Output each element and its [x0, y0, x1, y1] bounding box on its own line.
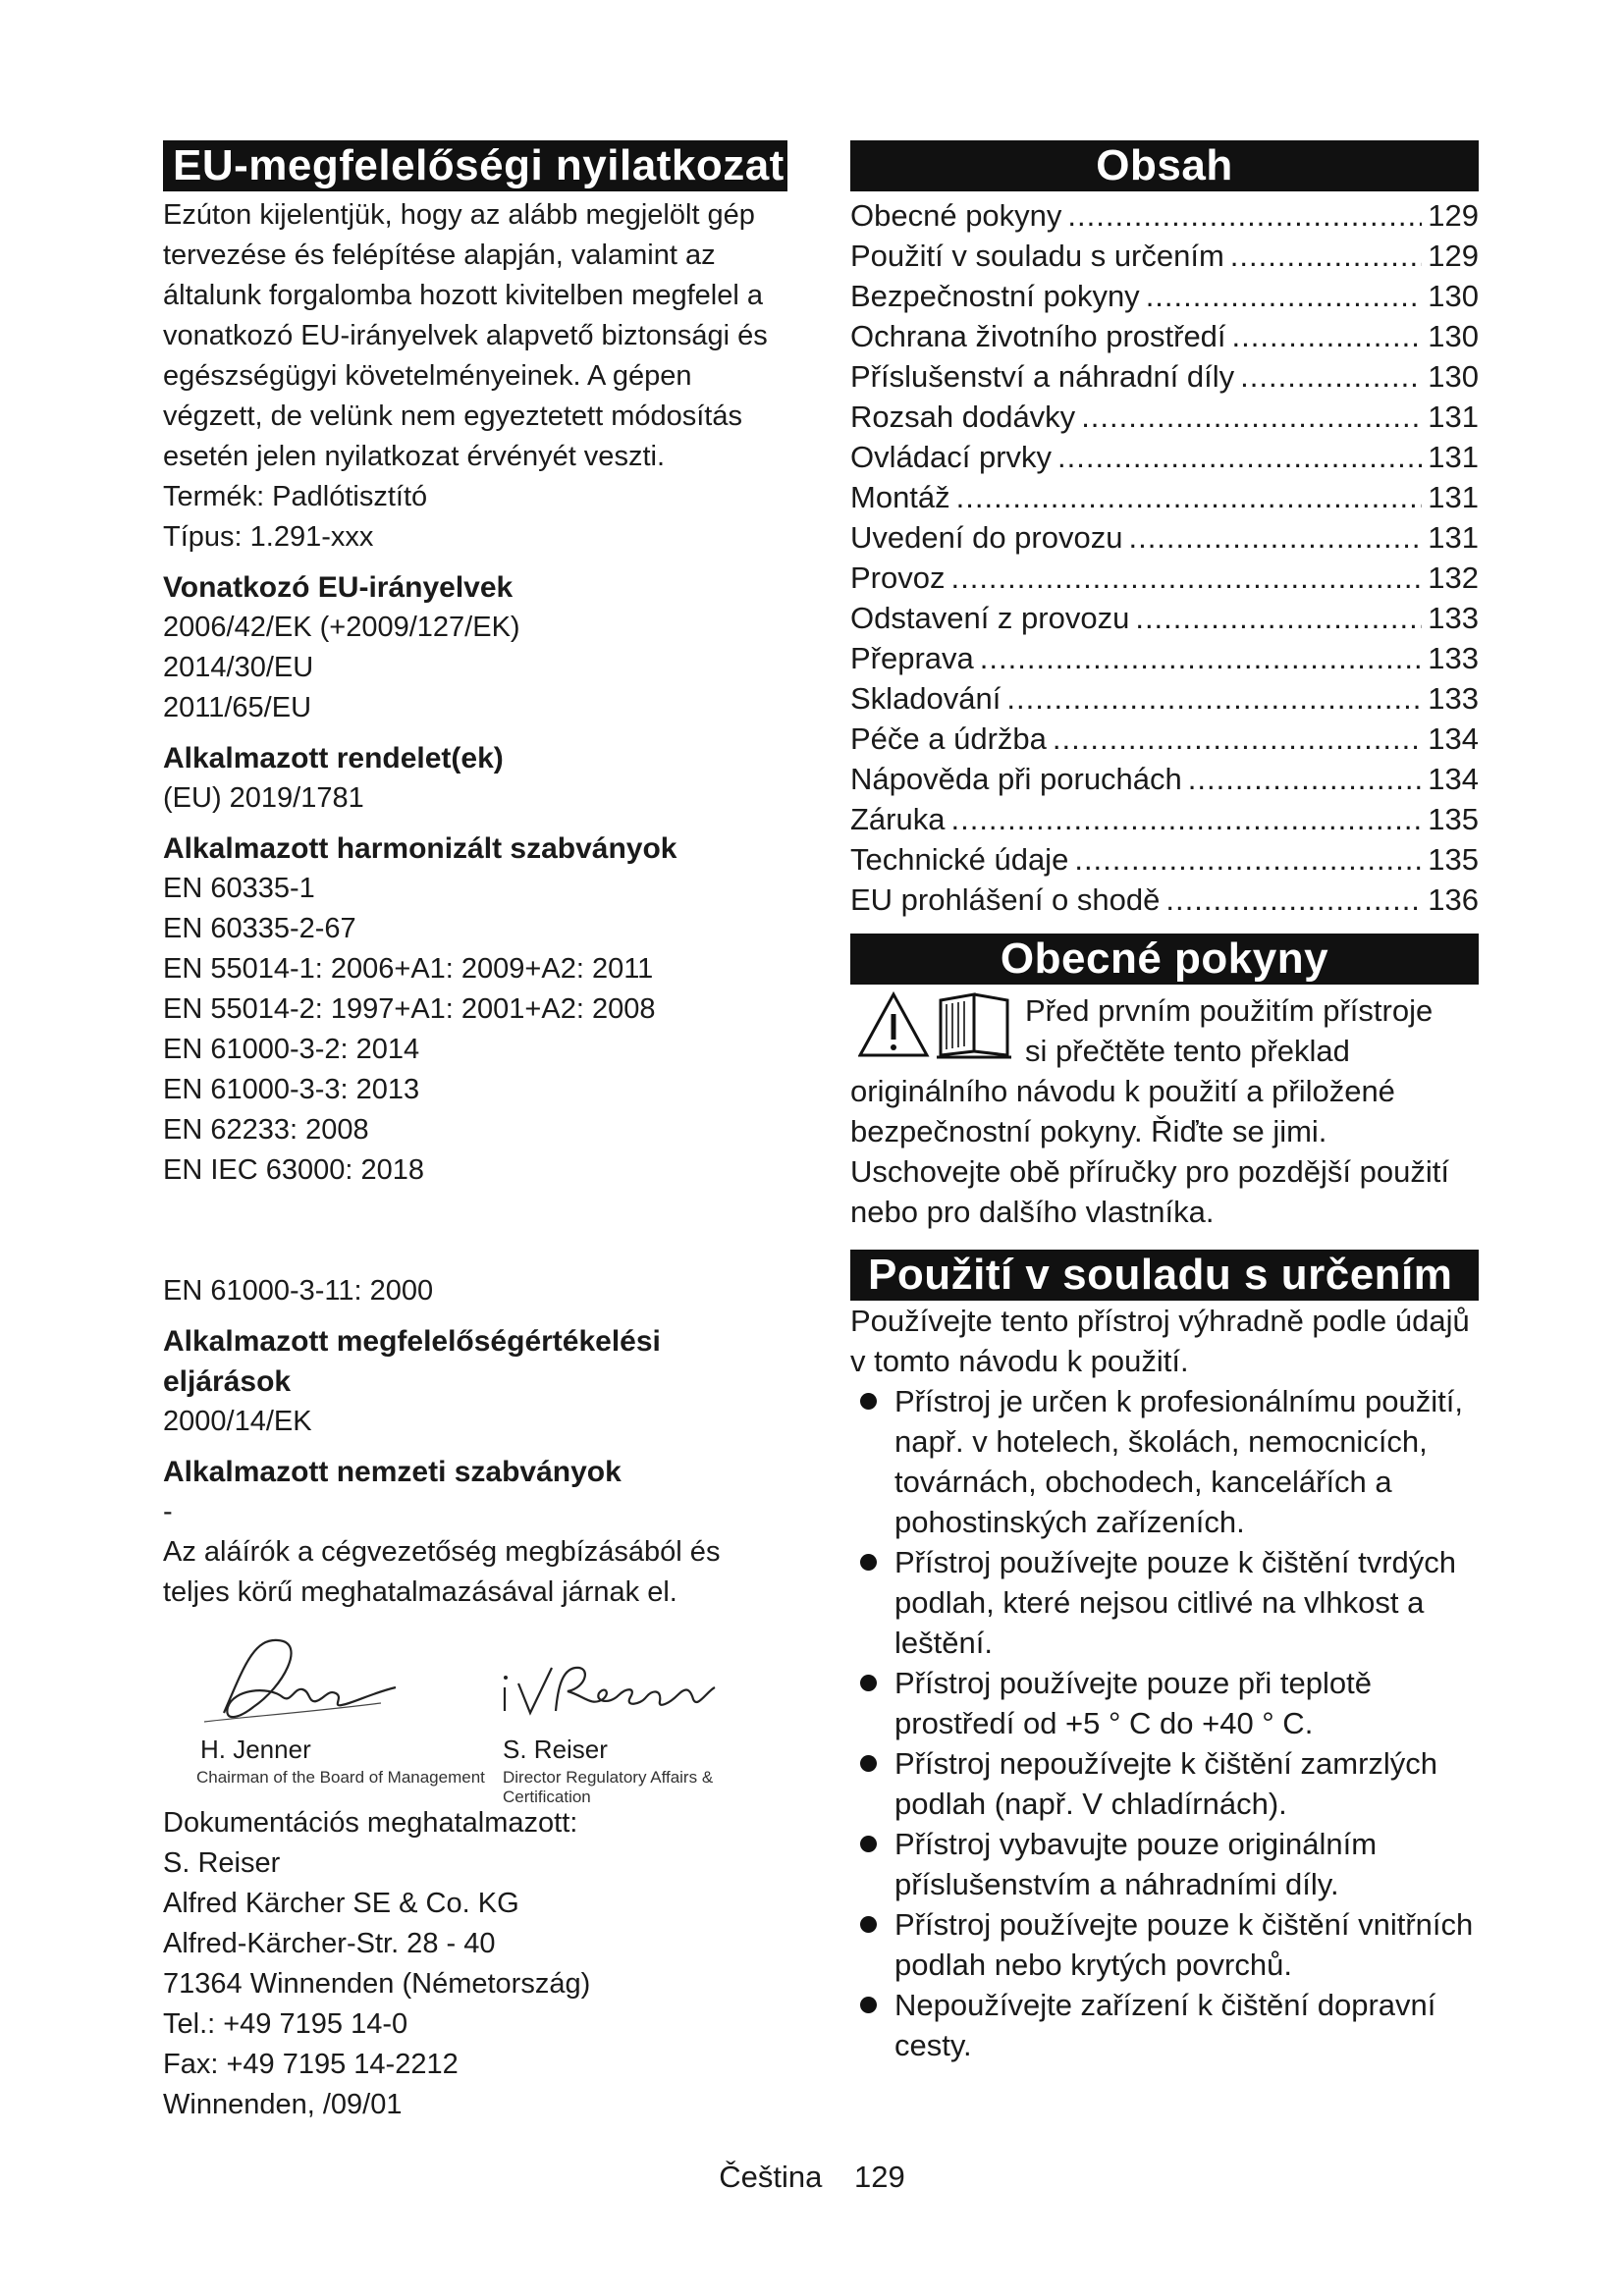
- toc-entry-label: Použití v souladu s určením: [850, 239, 1224, 273]
- toc-leader-dots: [1128, 517, 1422, 558]
- toc-entry-label: Péče a údržba: [850, 721, 1047, 756]
- toc-entry[interactable]: [850, 477, 1479, 517]
- usage-bullet-item: [850, 1904, 1479, 1985]
- standard-item: EN 55014-1: 2006+A1: 2009+A2: 2011: [163, 953, 654, 985]
- bullet-dot-icon: [860, 1836, 877, 1852]
- standard-item: EN 55014-2: 1997+A1: 2001+A2: 2008: [163, 993, 656, 1025]
- toc-leader-dots: [1188, 759, 1422, 799]
- toc-entry-label: Příslušenství a náhradní díly: [850, 359, 1235, 394]
- usage-intro: Používejte tento přístroj výhradně podle údajů v tomto návodu k použití.: [850, 1304, 1470, 1378]
- toc-entry-label: Uvedení do provozu: [850, 520, 1123, 555]
- toc-entry-page: 130: [1428, 279, 1479, 313]
- toc-entry-page: 135: [1428, 802, 1479, 836]
- toc-entry[interactable]: [850, 558, 1479, 598]
- toc-entry-label: Záruka: [850, 802, 946, 836]
- toc-entry-page: 131: [1428, 440, 1479, 474]
- type-line: Típus: 1.291-xxx: [163, 521, 374, 553]
- usage-bullet-text: Přístroj je určen k profesionálnímu použití, např. v hotelech, školách, nemocnicích, továrnách, obchodech, kancelářích a pohostinských zařízeních.: [894, 1384, 1463, 1539]
- usage-bullet-text: Přístroj používejte pouze při teplotě prostředí od +5 ° C do +40 ° C.: [894, 1666, 1372, 1740]
- procedure-item: 2000/14/EK: [163, 1406, 312, 1437]
- usage-bullet-item: [850, 1663, 1479, 1743]
- toc-leader-dots: [1240, 356, 1422, 397]
- contact-line: S. Reiser: [163, 1847, 281, 1879]
- toc-entry[interactable]: [850, 678, 1479, 719]
- toc-leader-dots: [1067, 195, 1422, 236]
- signer2-name: S. Reiser: [503, 1735, 608, 1764]
- toc-entry[interactable]: [850, 316, 1479, 356]
- usage-bullet-item: [850, 1542, 1479, 1663]
- toc-entry[interactable]: [850, 236, 1479, 276]
- declaration-intro: Ezúton kijelentjük, hogy az alább megjelölt gép tervezése és felépítése alapján, valamint az általunk forgalomba hozott kivitelben megfelel a vonatkozó EU-irányelvek alapvető biztonsági és egészségügyi követelményeinek. A gépen végzett, de velünk nem egyeztetett módosítás esetén jelen nyilatkozat érvényét veszti.: [163, 199, 768, 472]
- toc-leader-dots: [1146, 276, 1423, 316]
- toc-entry-label: Bezpečnostní pokyny: [850, 279, 1140, 313]
- toc-entry[interactable]: [850, 759, 1479, 799]
- general-title: Obecné pokyny: [850, 934, 1479, 985]
- toc-entry-label: Obecné pokyny: [850, 198, 1062, 233]
- signature-jenner: [185, 1629, 430, 1736]
- toc-leader-dots: [1006, 678, 1422, 719]
- manual-book-icon: [858, 990, 1027, 1061]
- contact-line: 71364 Winnenden (Németország): [163, 1968, 591, 2000]
- signer2-role: Director Regulatory Affairs & Certification: [503, 1768, 714, 1806]
- toc-entry-label: Odstavení z provozu: [850, 601, 1130, 635]
- regulation-item: (EU) 2019/1781: [163, 782, 364, 814]
- bullet-dot-icon: [860, 1393, 877, 1410]
- toc-entry-label: EU prohlášení o shodě: [850, 882, 1161, 917]
- toc-leader-dots: [1081, 397, 1422, 437]
- usage-bullets: [850, 1381, 1479, 2065]
- bullet-dot-icon: [860, 1675, 877, 1691]
- toc-entry-page: 133: [1428, 641, 1479, 675]
- toc-entry[interactable]: [850, 638, 1479, 678]
- usage-bullet-item: [850, 1381, 1479, 1542]
- toc-leader-dots: [1230, 236, 1422, 276]
- toc-entry-page: 131: [1428, 520, 1479, 555]
- standard-item: EN IEC 63000: 2018: [163, 1154, 425, 1186]
- contact-line: Tel.: +49 7195 14-0: [163, 2008, 408, 2040]
- toc-entry-page: 133: [1428, 601, 1479, 635]
- toc-entry-page: 129: [1428, 239, 1479, 273]
- toc-entry-page: 129: [1428, 198, 1479, 233]
- toc-entry-label: Provoz: [850, 561, 946, 595]
- toc-entry-label: Ochrana životního prostředí: [850, 319, 1226, 353]
- directives-list: [163, 608, 787, 728]
- toc-entry[interactable]: [850, 598, 1479, 638]
- standards-list: [163, 869, 787, 1191]
- usage-bullet-item: [850, 1824, 1479, 1904]
- toc-entry-page: 134: [1428, 721, 1479, 756]
- procedures-heading: Alkalmazott megfelelőségértékelési eljárások: [163, 1325, 661, 1398]
- directives-heading: Vonatkozó EU-irányelvek: [163, 571, 514, 604]
- toc-entry[interactable]: [850, 839, 1479, 880]
- general-line-1: Před prvním použitím přístroje: [1025, 993, 1434, 1028]
- toc-entry-label: Technické údaje: [850, 842, 1069, 877]
- national-value: -: [163, 1496, 173, 1527]
- directive-item: 2011/65/EU: [163, 692, 312, 723]
- toc-title: Obsah: [850, 140, 1479, 191]
- standards-extra: EN 61000-3-11: 2000: [163, 1275, 434, 1307]
- usage-bullet-text: Přístroj používejte pouze k čištění vnitřních podlah nebo krytých povrchů.: [894, 1907, 1474, 1982]
- toc-entry-page: 130: [1428, 319, 1479, 353]
- toc-entry[interactable]: [850, 719, 1479, 759]
- toc-leader-dots: [950, 799, 1422, 839]
- toc-leader-dots: [1074, 839, 1422, 880]
- toc-leader-dots: [1165, 880, 1422, 920]
- usage-bullet-item: [850, 1985, 1479, 2065]
- usage-title: Použití v souladu s určením: [850, 1250, 1479, 1301]
- contact-line: Alfred-Kärcher-Str. 28 - 40: [163, 1928, 496, 1959]
- procedures-list: [163, 1402, 787, 1442]
- toc-entry-label: Ovládací prvky: [850, 440, 1053, 474]
- directive-item: 2014/30/EU: [163, 652, 314, 683]
- general-instructions: [850, 985, 1479, 1232]
- declaration-column: [163, 140, 787, 2125]
- signer1-role: Chairman of the Board of Management: [196, 1768, 485, 1787]
- signature-reiser: [497, 1650, 752, 1729]
- toc-entry-label: Skladování: [850, 681, 1001, 716]
- national-heading: Alkalmazott nemzeti szabványok: [163, 1456, 622, 1488]
- bullet-dot-icon: [860, 1997, 877, 2013]
- contents-column: [850, 140, 1479, 2065]
- standard-item: EN 60335-1: [163, 873, 315, 904]
- usage-bullet-text: Přístroj používejte pouze k čištění tvrdých podlah, které nejsou citlivé na vlhkost a leštění.: [894, 1545, 1457, 1660]
- standard-item: EN 60335-2-67: [163, 913, 356, 944]
- directive-item: 2006/42/EK (+2009/127/EK): [163, 612, 520, 643]
- toc-entry[interactable]: [850, 397, 1479, 437]
- toc-entry-page: 130: [1428, 359, 1479, 394]
- standard-item: EN 61000-3-2: 2014: [163, 1034, 420, 1065]
- toc-entry[interactable]: [850, 195, 1479, 236]
- footer-language: Čeština: [719, 2160, 823, 2194]
- toc-leader-dots: [1057, 437, 1422, 477]
- toc-entry-label: Přeprava: [850, 641, 974, 675]
- page-number: 129: [854, 2160, 905, 2194]
- contact-line: Fax: +49 7195 14-2212: [163, 2049, 459, 2080]
- toc-entry-label: Montáž: [850, 480, 950, 514]
- bullet-dot-icon: [860, 1755, 877, 1772]
- usage-bullet-text: Přístroj vybavujte pouze originálním příslušenstvím a náhradními díly.: [894, 1827, 1378, 1901]
- standard-item: EN 62233: 2008: [163, 1114, 369, 1146]
- bullet-dot-icon: [860, 1916, 877, 1933]
- toc-leader-dots: [1232, 316, 1423, 356]
- toc-entry[interactable]: [850, 799, 1479, 839]
- toc-entry-page: 133: [1428, 681, 1479, 716]
- toc-entry-page: 131: [1428, 400, 1479, 434]
- usage-bullet-text: Přístroj nepoužívejte k čištění zamrzlých podlah (např. V chladírnách).: [894, 1746, 1438, 1821]
- contact-line: Dokumentációs meghatalmazott:: [163, 1807, 578, 1839]
- standards-heading: Alkalmazott harmonizált szabványok: [163, 832, 677, 865]
- product-line: Termék: Padlótisztító: [163, 481, 428, 512]
- declaration-title: EU-megfelelőségi nyilatkozat: [163, 140, 787, 191]
- toc-entry-page: 131: [1428, 480, 1479, 514]
- toc-entry[interactable]: [850, 517, 1479, 558]
- contact-line: Winnenden, /09/01: [163, 2089, 403, 2120]
- regulations-list: [163, 778, 787, 819]
- toc-leader-dots: [1053, 719, 1422, 759]
- general-line-2: si přečtěte tento překlad: [1025, 1034, 1350, 1068]
- table-of-contents: [850, 195, 1479, 920]
- toc-entry-page: 136: [1428, 882, 1479, 917]
- documentation-contact: [163, 1803, 787, 2125]
- bullet-dot-icon: [860, 1554, 877, 1571]
- toc-leader-dots: [950, 558, 1422, 598]
- toc-entry-page: 132: [1428, 561, 1479, 595]
- usage-bullet-text: Nepoužívejte zařízení k čištění dopravní cesty.: [894, 1988, 1436, 2062]
- signatures: [163, 1629, 787, 1806]
- signers-note: Az aláírók a cégvezetőség megbízásából és teljes körű meghatalmazásával járnak el.: [163, 1536, 721, 1608]
- toc-entry[interactable]: [850, 880, 1479, 920]
- toc-entry-label: Nápověda při poruchách: [850, 762, 1182, 796]
- toc-entry-page: 134: [1428, 762, 1479, 796]
- general-rest: originálního návodu k použití a přiložené bezpečnostní pokyny. Řiďte se jimi. Uschovejte obě příručky pro pozdější použití nebo pro dalšího vlastníka.: [850, 1074, 1449, 1229]
- toc-entry-label: Rozsah dodávky: [850, 400, 1076, 434]
- contact-line: Alfred Kärcher SE & Co. KG: [163, 1888, 519, 1919]
- standard-item: EN 61000-3-3: 2013: [163, 1074, 420, 1105]
- toc-entry[interactable]: [850, 276, 1479, 316]
- regulations-heading: Alkalmazott rendelet(ek): [163, 742, 504, 774]
- signer1-name: H. Jenner: [200, 1735, 311, 1764]
- toc-leader-dots: [956, 477, 1423, 517]
- usage-bullet-item: [850, 1743, 1479, 1824]
- toc-entry[interactable]: [850, 437, 1479, 477]
- toc-leader-dots: [980, 638, 1422, 678]
- toc-entry[interactable]: [850, 356, 1479, 397]
- toc-entry-page: 135: [1428, 842, 1479, 877]
- page-footer: [0, 2160, 1624, 2195]
- toc-leader-dots: [1135, 598, 1422, 638]
